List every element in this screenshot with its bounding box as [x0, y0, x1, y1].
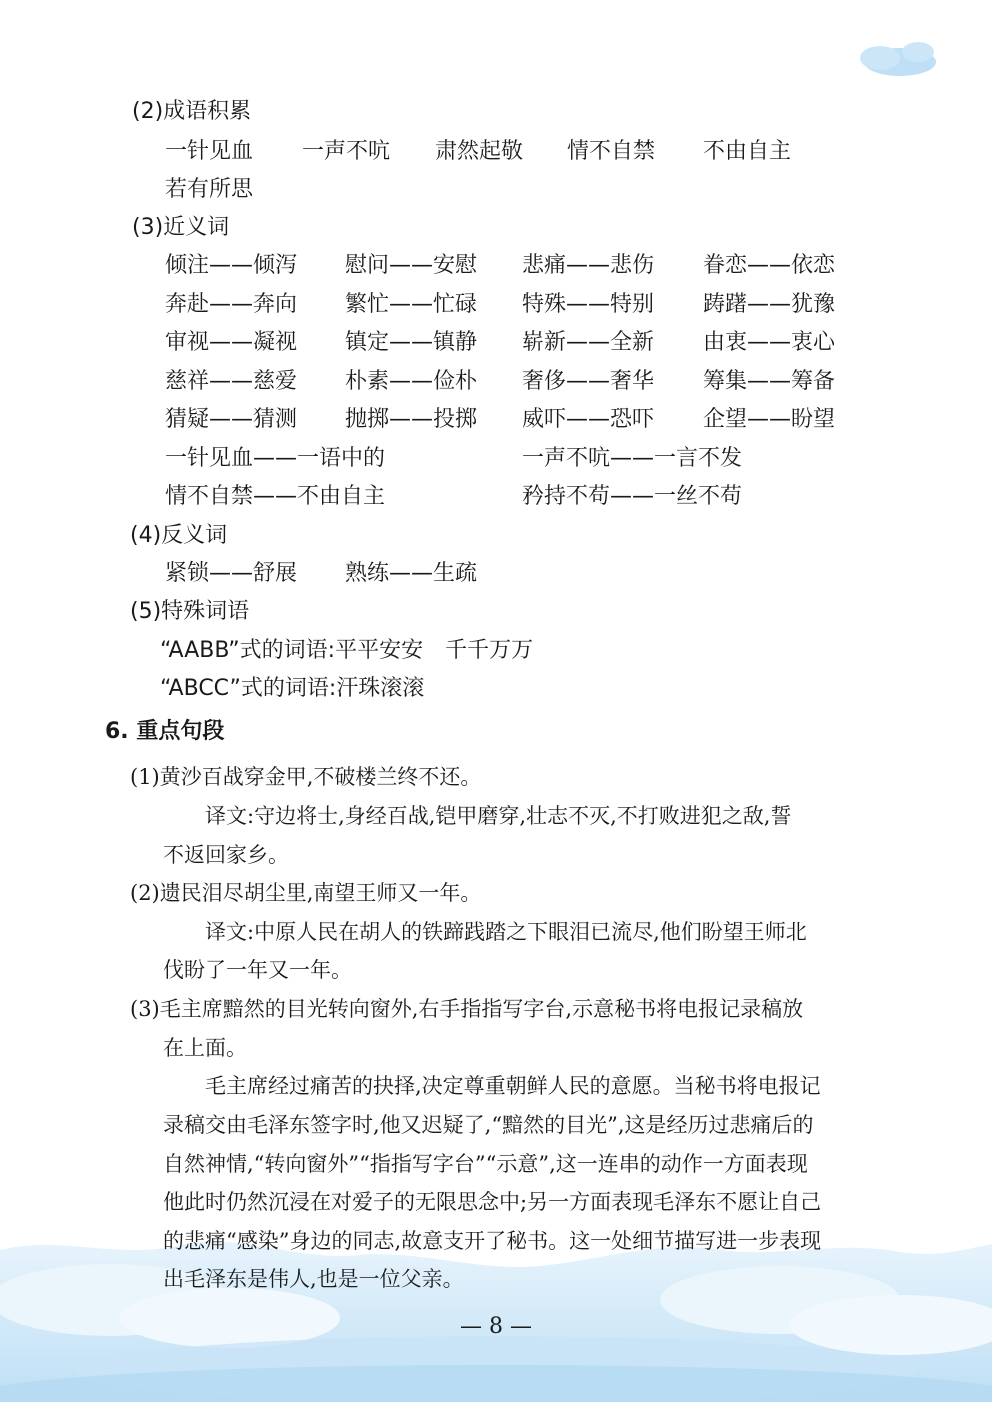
idiom-item: 一针见血: [165, 139, 254, 164]
synonym-idiom-pair: 一针见血——一语中的: [165, 446, 386, 471]
special-words-line: “AABB”式的词语:平平安安 千千万万: [160, 638, 534, 663]
synonym-pair: 企望——盼望: [703, 407, 836, 432]
translation-2-line: 译文:中原人民在胡人的铁蹄践踏之下眼泪已流尽,他们盼望王师北: [205, 920, 807, 944]
antonym-pair: 紧锁——舒展: [165, 561, 298, 586]
analysis-line: 自然神情,“转向窗外”“指指写字台”“示意”,这一连串的动作一方面表现: [163, 1152, 808, 1176]
synonym-pair: 踌躇——犹豫: [703, 292, 836, 317]
synonym-pair: 奔赴——奔向: [165, 292, 298, 317]
synonym-pair: 特殊——特别: [522, 292, 655, 317]
analysis-line: 他此时仍然沉浸在对爱子的无限思念中;另一方面表现毛泽东不愿让自己: [163, 1190, 822, 1214]
synonym-pair: 倾注——倾泻: [165, 253, 298, 278]
synonym-pair: 繁忙——忙碌: [345, 292, 478, 317]
synonyms-heading: (3)近义词: [132, 215, 230, 240]
antonyms-heading: (4)反义词: [130, 523, 228, 548]
idiom-item: 若有所思: [165, 177, 254, 202]
synonym-idiom-pair: 矜持不苟——一丝不苟: [522, 484, 743, 509]
synonym-pair: 镇定——镇静: [345, 330, 478, 355]
translation-1-line: 不返回家乡。: [163, 843, 289, 867]
synonym-idiom-pair: 情不自禁——不由自主: [165, 484, 386, 509]
special-words-heading: (5)特殊词语: [130, 599, 250, 624]
synonym-pair: 由衷——衷心: [703, 330, 836, 355]
synonym-pair: 猜疑——猜测: [165, 407, 298, 432]
synonym-pair: 崭新——全新: [522, 330, 655, 355]
special-words-line: “ABCC”式的词语:汗珠滚滚: [160, 676, 425, 701]
sentence-3-line: (3)毛主席黯然的目光转向窗外,右手指指写字台,示意秘书将电报记录稿放: [130, 997, 804, 1021]
synonym-pair: 审视——凝视: [165, 330, 298, 355]
synonym-pair: 抛掷——投掷: [345, 407, 478, 432]
sentence-1: (1)黄沙百战穿金甲,不破楼兰终不还。: [130, 765, 482, 789]
analysis-line: 录稿交由毛泽东签字时,他又迟疑了,“黯然的目光”,这是经历过悲痛后的: [163, 1113, 814, 1137]
antonym-pair: 熟练——生疏: [345, 561, 478, 586]
translation-1-line: 译文:守边将士,身经百战,铠甲磨穿,壮志不灭,不打败进犯之敌,誓: [205, 804, 792, 828]
sentence-2: (2)遗民泪尽胡尘里,南望王师又一年。: [130, 881, 482, 905]
synonym-pair: 慰问——安慰: [345, 253, 478, 278]
synonym-pair: 威吓——恐吓: [522, 407, 655, 432]
section-title: 6. 重点句段: [105, 719, 225, 744]
analysis-line: 的悲痛“感染”身边的同志,故意支开了秘书。这一处细节描写进一步表现: [163, 1229, 822, 1253]
translation-2-line: 伐盼了一年又一年。: [163, 958, 352, 982]
analysis-line: 毛主席经过痛苦的抉择,决定尊重朝鲜人民的意愿。当秘书将电报记: [205, 1074, 821, 1098]
analysis-line: 出毛泽东是伟人,也是一位父亲。: [163, 1267, 464, 1291]
synonym-pair: 眷恋——依恋: [703, 253, 836, 278]
synonym-pair: 慈祥——慈爱: [165, 369, 298, 394]
idiom-item: 不由自主: [703, 139, 792, 164]
synonym-pair: 朴素——俭朴: [345, 369, 478, 394]
sentence-3-line: 在上面。: [163, 1036, 247, 1060]
page-number: — 8 —: [460, 1314, 532, 1339]
synonym-pair: 悲痛——悲伤: [522, 253, 655, 278]
idiom-item: 情不自禁: [567, 139, 656, 164]
idioms-heading: (2)成语积累: [132, 99, 252, 124]
idiom-item: 肃然起敬: [435, 139, 524, 164]
synonym-pair: 筹集——筹备: [703, 369, 836, 394]
idiom-item: 一声不吭: [302, 139, 391, 164]
synonym-pair: 奢侈——奢华: [522, 369, 655, 394]
synonym-idiom-pair: 一声不吭——一言不发: [522, 446, 743, 471]
